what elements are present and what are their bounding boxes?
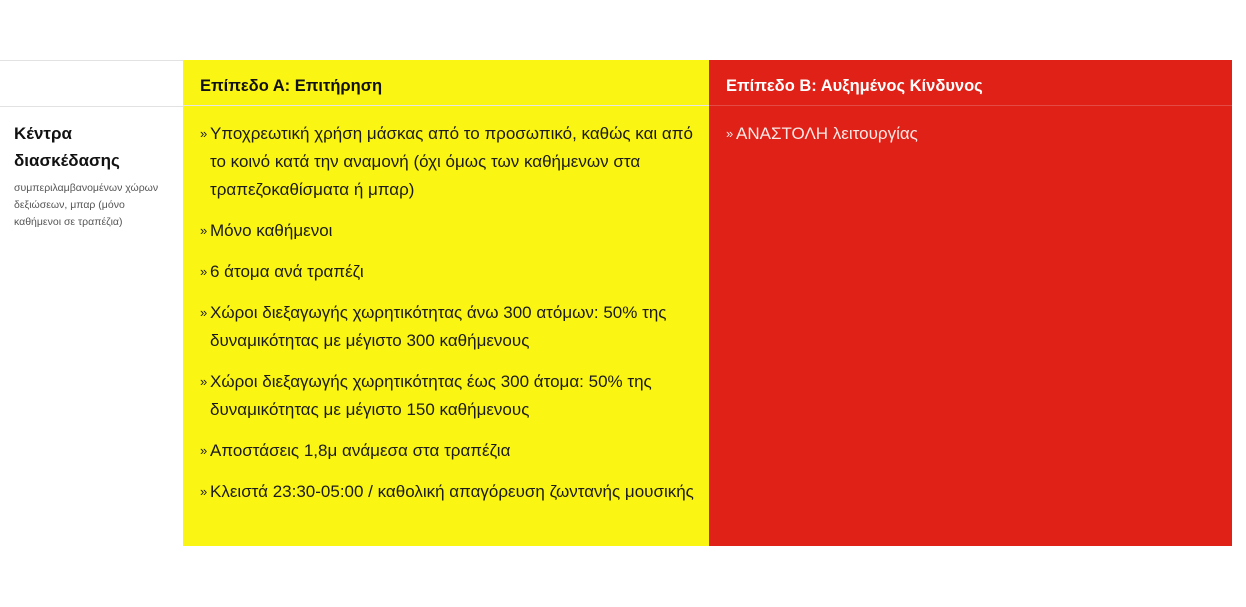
row-title-line1: Κέντρα (14, 124, 72, 143)
bullet-icon: » (200, 264, 208, 279)
header-divider (0, 60, 183, 61)
list-item (200, 437, 697, 465)
list-item-text: Αποστάσεις 1,8μ ανάμεσα στα τραπέζια (210, 441, 511, 460)
bullet-icon: » (200, 126, 208, 141)
list-item-text: Μόνο καθήμενοι (210, 221, 333, 240)
list-item (200, 120, 697, 204)
bullet-icon: » (200, 443, 208, 458)
level-b-column (709, 60, 1232, 546)
row-subtitle: συμπεριλαμβανομένων χώρων δεξιώσεων, μπαρ (μόνο καθήμενοι σε τραπέζια) (14, 182, 159, 228)
bullet-icon: » (200, 223, 208, 238)
list-item (200, 217, 697, 245)
list-item-text: Υποχρεωτική χρήση μάσκας από το προσωπικό, καθώς και από το κοινό κατά την αναμονή (όχι όμως των καθήμενων στα τραπεζοκαθίσματα ή μπαρ) (210, 124, 693, 199)
bullet-icon: » (200, 305, 208, 320)
level-a-header: Επίπεδο Α: Επιτήρηση (183, 60, 709, 106)
list-item-text: Κλειστά 23:30-05:00 / καθολική απαγόρευση ζωντανής μουσικής (210, 482, 694, 501)
list-item-text: Χώροι διεξαγωγής χωρητικότητας έως 300 άτομα: 50% της δυναμικότητας με μέγιστο 150 καθήμενους (210, 372, 652, 419)
bullet-icon: » (200, 374, 208, 389)
level-b-header: Επίπεδο Β: Αυξημένος Κίνδυνος (709, 60, 1232, 106)
list-item (200, 299, 697, 355)
bullet-icon: » (726, 126, 734, 141)
bullet-icon: » (200, 484, 208, 499)
level-a-column (183, 60, 709, 546)
row-title-line2: διασκέδασης (14, 151, 120, 170)
list-item (200, 368, 697, 424)
list-item (726, 120, 1220, 148)
level-b-list (709, 106, 1232, 148)
list-item-text: ΑΝΑΣΤΟΛΗ λειτουργίας (736, 124, 918, 143)
list-item (200, 258, 697, 286)
row-divider (0, 106, 183, 107)
level-a-list (183, 106, 709, 506)
measures-table (0, 60, 1246, 550)
row-label (14, 120, 174, 231)
list-item-text: Χώροι διεξαγωγής χωρητικότητας άνω 300 ατόμων: 50% της δυναμικότητας με μέγιστο 300 καθήμενους (210, 303, 667, 350)
list-item (200, 478, 697, 506)
list-item-text: 6 άτομα ανά τραπέζι (210, 262, 364, 281)
